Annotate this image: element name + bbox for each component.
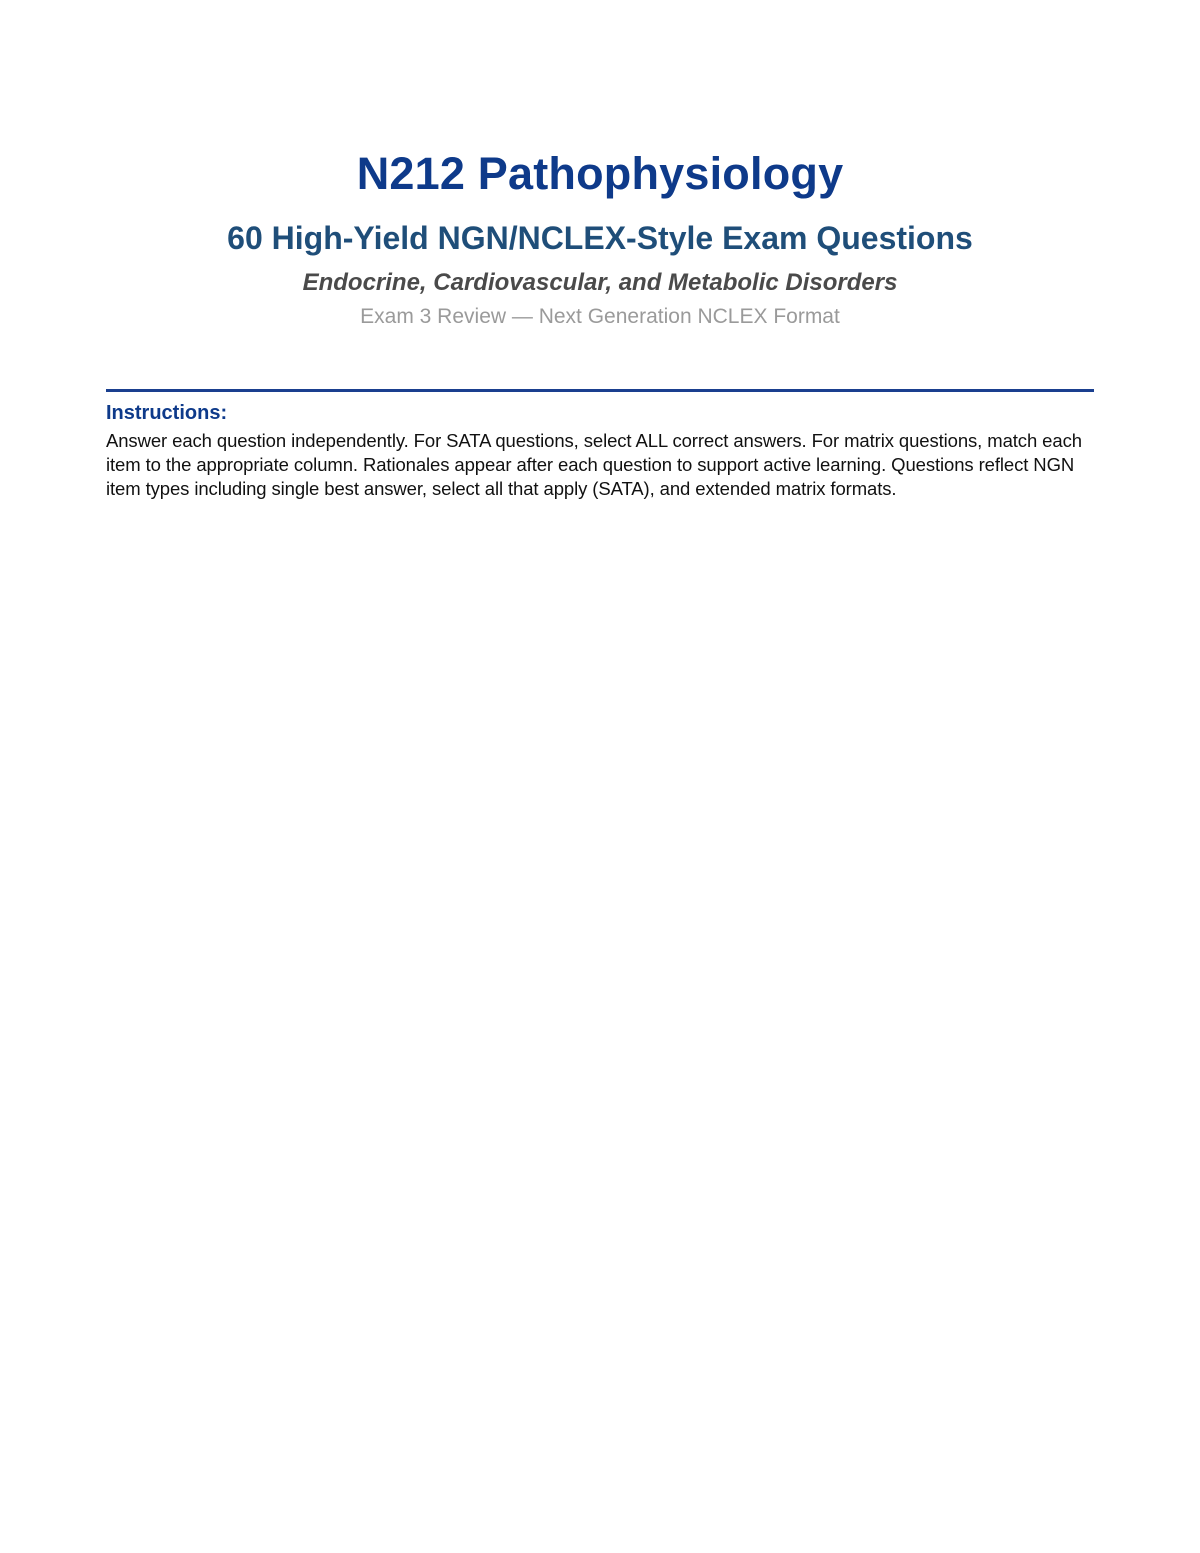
instructions-section [106, 398, 1094, 501]
document-header [0, 142, 1200, 332]
document-title: N212 Pathophysiology [356, 148, 844, 199]
instructions-body: Answer each question independently. For SATA questions, select ALL correct answers. For matrix questions, match each item to the appropriate column. Rationales appear after each question to support active learning. Questions reflect NGN item types including single best answer, select all that apply (SATA), and extended matrix formats. [106, 430, 1082, 499]
document-topic: Endocrine, Cardiovascular, and Metabolic Disorders [302, 269, 898, 296]
document-subtitle: 60 High-Yield NGN/NCLEX-Style Exam Questions [227, 220, 973, 256]
instructions-heading: Instructions: [106, 402, 228, 424]
header-divider [106, 389, 1094, 392]
document-format-line: Exam 3 Review — Next Generation NCLEX Format [360, 305, 840, 328]
